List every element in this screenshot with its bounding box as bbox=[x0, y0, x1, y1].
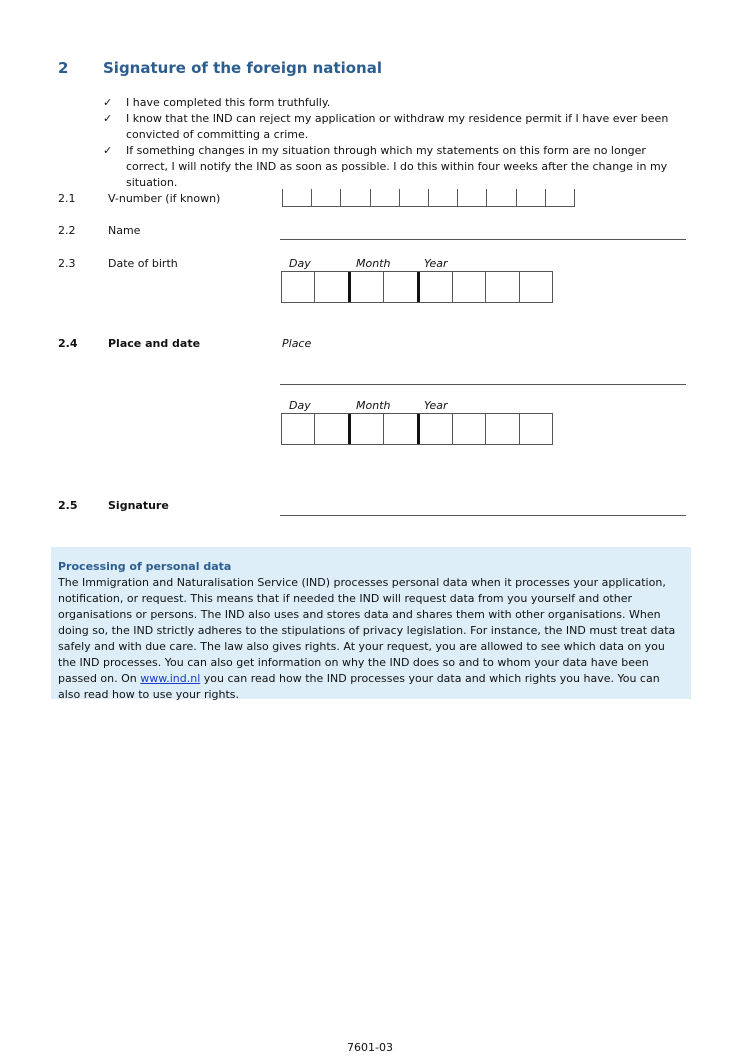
sign-day-label: Day bbox=[289, 399, 311, 412]
v-number-label: V-number (if known) bbox=[108, 192, 221, 205]
birth-month-label: Month bbox=[356, 257, 391, 270]
section-number: 2 bbox=[58, 59, 69, 77]
declaration-text: I have completed this form truthfully. bbox=[126, 96, 331, 109]
declaration-text: I know that the IND can reject my application or withdraw my residence permit if I have ever been convicted of committing a crime. bbox=[126, 112, 669, 141]
form-code: 7601-03 bbox=[347, 1041, 393, 1054]
declaration-text: If something changes in my situation through which my statements on this form are no longer correct, I will notify the IND as soon as possible. I do this within four weeks after the change in my situation. bbox=[126, 144, 668, 189]
place-and-date-label: Place and date bbox=[108, 337, 201, 350]
sign-month-label: Month bbox=[356, 399, 391, 412]
question-number-2-5: 2.5 bbox=[58, 499, 78, 512]
declaration-item bbox=[103, 111, 683, 143]
declaration-item bbox=[103, 95, 683, 111]
privacy-text bbox=[58, 575, 683, 703]
ind-website-link[interactable]: www.ind.nl bbox=[140, 672, 201, 685]
birth-day-label: Day bbox=[289, 257, 311, 270]
signature-input[interactable] bbox=[280, 515, 686, 516]
name-input[interactable] bbox=[280, 239, 686, 240]
date-of-birth-label: Date of birth bbox=[108, 257, 178, 270]
question-number-2-1: 2.1 bbox=[58, 192, 76, 205]
name-label: Name bbox=[108, 224, 141, 237]
question-number-2-3: 2.3 bbox=[58, 257, 76, 270]
v-number-input[interactable] bbox=[282, 189, 575, 207]
check-icon: ✓ bbox=[103, 112, 113, 125]
privacy-title: Processing of personal data bbox=[58, 560, 232, 573]
declaration-item bbox=[103, 143, 683, 191]
sign-year-label: Year bbox=[424, 399, 448, 412]
place-label: Place bbox=[282, 337, 312, 350]
question-number-2-2: 2.2 bbox=[58, 224, 76, 237]
date-of-birth-input[interactable] bbox=[281, 271, 553, 303]
signing-date-input[interactable] bbox=[281, 413, 553, 445]
signature-label: Signature bbox=[108, 499, 169, 512]
birth-year-label: Year bbox=[424, 257, 448, 270]
check-icon: ✓ bbox=[103, 96, 113, 109]
privacy-info-box bbox=[51, 547, 691, 699]
section-title: Signature of the foreign national bbox=[103, 59, 382, 77]
privacy-text-part: The Immigration and Naturalisation Service (IND) processes personal data when it processes your application, notification, or request. This means that if needed the IND will request data from you yourself and other organisations or persons. The IND also uses and stores data and shares them with other organisations. When doing so, the IND strictly adheres to the stipulations of privacy legislation. For instance, the IND must treat data safely and with due care. The law also gives rights. At your request, you are allowed to see which data on you the IND processes. You can also get information on why the IND does so and to whom your data have been passed on. On bbox=[58, 576, 676, 685]
question-number-2-4: 2.4 bbox=[58, 337, 78, 350]
declaration-list bbox=[103, 95, 683, 191]
privacy-text-part: you can read how the IND processes your data and which rights you have. You can also read how to use your rights. bbox=[58, 672, 660, 701]
check-icon: ✓ bbox=[103, 144, 113, 157]
place-input[interactable] bbox=[280, 384, 686, 385]
